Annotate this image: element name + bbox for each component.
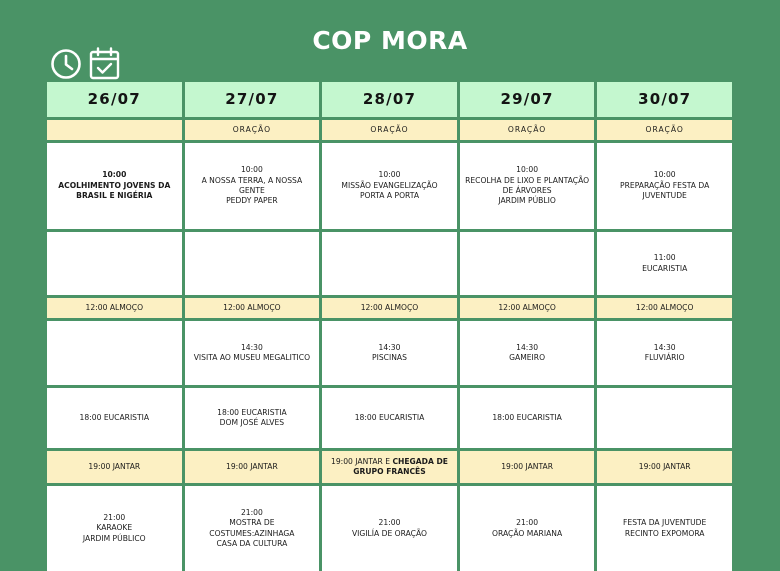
clock-icon xyxy=(50,48,82,80)
event-time: 21:00 xyxy=(240,507,263,517)
lunch-cell-28: 12:00 ALMOÇO xyxy=(322,298,457,318)
event-time: 10:00 xyxy=(378,170,401,180)
evening-cell-30 xyxy=(597,388,732,448)
event-location: PORTA A PORTA xyxy=(359,191,420,201)
late-morning-cell-28 xyxy=(322,232,457,295)
event-location: DOM JOSÉ ALVES xyxy=(219,418,285,427)
event-title: ORAÇÃO MARIANA xyxy=(492,528,563,538)
day-header-26: 26/07 xyxy=(47,82,182,117)
event-time: 10:00 xyxy=(653,170,676,180)
page-title: COP MORA xyxy=(312,26,468,55)
oracao-cell-29: ORAÇÃO xyxy=(460,120,595,140)
day-header-29: 29/07 xyxy=(460,82,595,117)
schedule-table xyxy=(47,82,732,550)
night-cell-27 xyxy=(185,486,320,571)
day-header-28: 28/07 xyxy=(322,82,457,117)
night-cell-26 xyxy=(47,486,182,571)
evening-cell-27 xyxy=(185,388,320,448)
event-time: 14:30 xyxy=(378,342,401,352)
event-title: KARAOKE xyxy=(96,523,133,533)
afternoon-cell-29 xyxy=(460,321,595,385)
event-time: 10:00 xyxy=(102,170,127,180)
night-cell-30 xyxy=(597,486,732,571)
event-time: 14:30 xyxy=(516,342,539,352)
lunch-cell-26: 12:00 ALMOÇO xyxy=(47,298,182,318)
event-time: 21:00 xyxy=(103,512,126,522)
morning-cell-26 xyxy=(47,143,182,229)
arrival-highlight: CHEGADA DE GRUPO FRANCÊS xyxy=(353,456,448,476)
event-location: PEDDY PAPER xyxy=(226,196,278,206)
afternoon-cell-27 xyxy=(185,321,320,385)
event-time: 14:30 xyxy=(240,342,263,352)
event-time: 14:30 xyxy=(653,342,676,352)
evening-cell-26: 18:00 EUCARISTIA xyxy=(47,388,182,448)
late-morning-cell-26 xyxy=(47,232,182,295)
evening-cell-29: 18:00 EUCARISTIA xyxy=(460,388,595,448)
event-title: PISCINAS xyxy=(372,353,407,362)
event-title: MISSÃO EVANGELIZAÇÃO xyxy=(341,180,438,190)
event-time: 10:00 xyxy=(516,165,539,175)
event-time: 21:00 xyxy=(516,518,539,528)
evening-cell-28: 18:00 EUCARISTIA xyxy=(322,388,457,448)
event-time: 21:00 xyxy=(378,518,401,528)
dinner-cell-26: 19:00 JANTAR xyxy=(47,451,182,483)
event-location: RECINTO EXPOMORA xyxy=(624,528,705,538)
event-title: FLUVIÁRIO xyxy=(644,353,685,362)
late-morning-cell-29 xyxy=(460,232,595,295)
afternoon-cell-30 xyxy=(597,321,732,385)
dinner-cell-28 xyxy=(322,451,457,483)
lunch-cell-30: 12:00 ALMOÇO xyxy=(597,298,732,318)
night-cell-28 xyxy=(322,486,457,571)
event-location: JARDIM PÚBLICO xyxy=(82,533,146,543)
dinner-cell-27: 19:00 JANTAR xyxy=(185,451,320,483)
late-morning-cell-27 xyxy=(185,232,320,295)
event-title: EUCARISTIA xyxy=(642,263,688,273)
event-title: PREPARAÇÃO FESTA DA JUVENTUDE xyxy=(620,180,710,201)
day-header-30: 30/07 xyxy=(597,82,732,117)
late-morning-cell-30 xyxy=(597,232,732,295)
morning-cell-29 xyxy=(460,143,595,229)
event-title: FESTA DA JUVENTUDE xyxy=(623,518,707,528)
lunch-cell-27: 12:00 ALMOÇO xyxy=(185,298,320,318)
lunch-cell-29: 12:00 ALMOÇO xyxy=(460,298,595,318)
event-title: MOSTRA DE COSTUMES:AZINHAGA xyxy=(209,518,295,538)
dinner-cell-30: 19:00 JANTAR xyxy=(597,451,732,483)
event-time: 10:00 xyxy=(240,165,263,175)
dinner-text: 19:00 JANTAR E xyxy=(331,456,393,466)
oracao-cell-27: ORAÇÃO xyxy=(185,120,320,140)
event-title: VISITA AO MUSEU MEGALITICO xyxy=(193,353,311,362)
event-location: JARDIM PÚBLIO xyxy=(498,196,556,206)
oracao-cell-26 xyxy=(47,120,182,140)
event-location: CASA DA CULTURA xyxy=(216,538,288,548)
oracao-cell-30: ORAÇÃO xyxy=(597,120,732,140)
afternoon-cell-26 xyxy=(47,321,182,385)
morning-cell-28 xyxy=(322,143,457,229)
event-title: ACOLHIMENTO JOVENS DA BRASIL E NIGÉRIA xyxy=(58,180,171,201)
calendar-check-icon xyxy=(89,47,120,80)
morning-cell-30 xyxy=(597,143,732,229)
event-title: 18:00 EUCARISTIA xyxy=(217,407,287,417)
dinner-cell-29: 19:00 JANTAR xyxy=(460,451,595,483)
oracao-cell-28: ORAÇÃO xyxy=(322,120,457,140)
event-title: RECOLHA DE LIXO E PLANTAÇÃO DE ÁRVORES xyxy=(465,175,590,195)
event-title: VIGILÍA DE ORAÇÃO xyxy=(351,528,428,538)
night-cell-29 xyxy=(460,486,595,571)
day-header-27: 27/07 xyxy=(185,82,320,117)
event-title: GAMEIRO xyxy=(509,353,546,362)
event-time: 11:00 xyxy=(653,253,676,263)
event-title: A NOSSA TERRA, A NOSSA GENTE xyxy=(201,175,303,195)
afternoon-cell-28 xyxy=(322,321,457,385)
morning-cell-27 xyxy=(185,143,320,229)
